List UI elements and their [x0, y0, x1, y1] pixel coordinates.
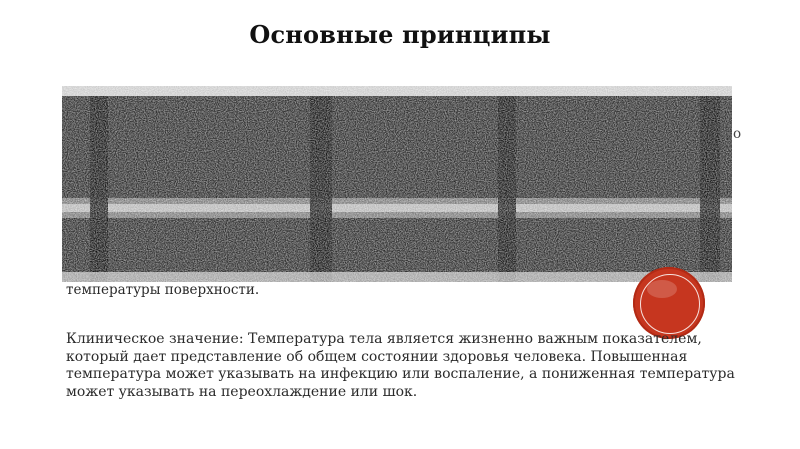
noise-pattern: [62, 86, 732, 282]
corrupted-image-band: [62, 86, 732, 282]
clinical-significance-paragraph: Клиническое значение: Температура тела является жизненно важным показателем, который дает представление об общем состоянии здоровья человека. Повышенная температура может указывать на инфекцию или воспаление, а пониженная температура может указывать на переохлаждение или шок.: [66, 331, 735, 400]
surface-temperature-text: температуры поверхности.: [66, 282, 260, 298]
slide-title: Основные принципы: [249, 20, 551, 49]
seal-highlight: [647, 280, 677, 298]
cutoff-text-fragment: о: [733, 126, 742, 142]
